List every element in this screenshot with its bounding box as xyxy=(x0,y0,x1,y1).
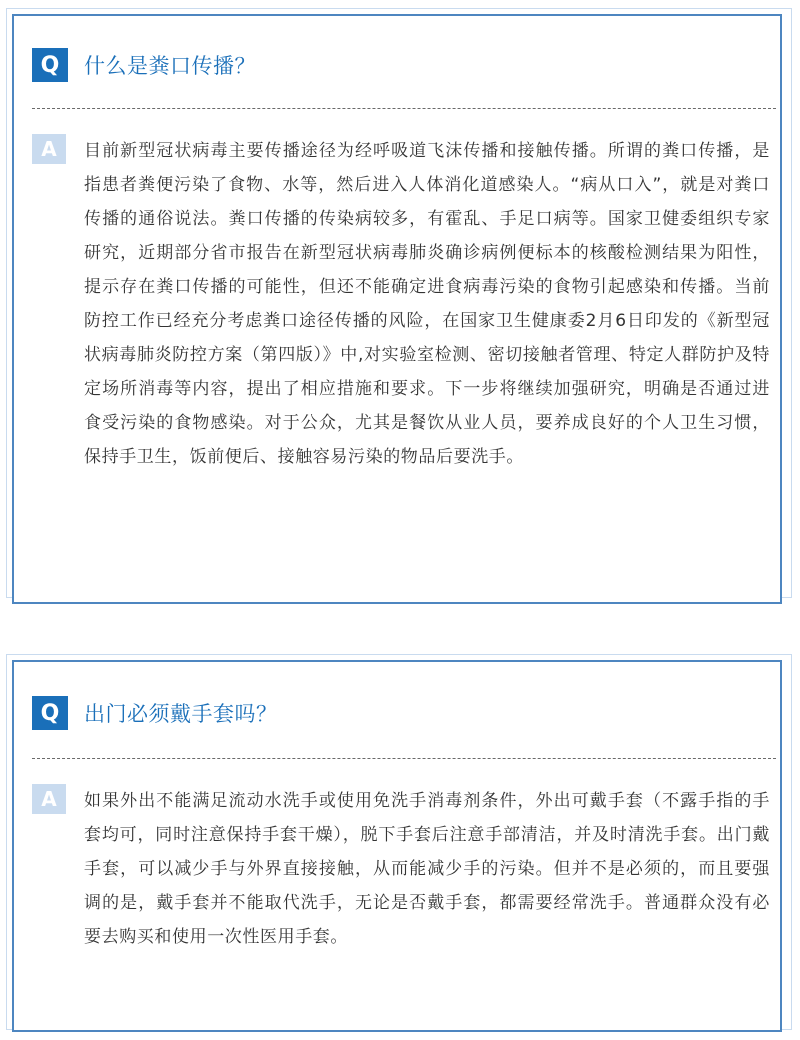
answer-text: 目前新型冠状病毒主要传播途径为经呼吸道飞沫传播和接触传播。所谓的粪口传播，是指患者粪便污染了食物、水等，然后进入人体消化道感染人。“病从口入”，就是对粪口传播的通俗说法。粪口传播的传染病较多，有霍乱、手足口病等。国家卫健委组织专家研究，近期部分省市报告在新型冠状病毒肺炎确诊病例便标本的核酸检测结果为阳性，提示存在粪口传播的可能性，但还不能确定进食病毒污染的食物引起感染和传播。当前防控工作已经充分考虑粪口途径传播的风险，在国家卫生健康委2月6日印发的《新型冠状病毒肺炎防控方案（第四版）》中,对实验室检测、密切接触者管理、特定人群防护及特定场所消毒等内容，提出了相应措施和要求。下一步将继续加强研究，明确是否通过进食受污染的食物感染。对于公众，尤其是餐饮从业人员，要养成良好的个人卫生习惯，保持手卫生，饭前便后、接触容易污染的物品后要洗手。 xyxy=(84,141,770,467)
dashed-divider xyxy=(32,108,776,109)
qa-card-1 xyxy=(12,14,782,604)
question-badge: Q xyxy=(32,48,68,82)
question-text: 什么是粪口传播？ xyxy=(84,54,256,78)
question-badge: Q xyxy=(32,696,68,730)
answer-text: 如果外出不能满足流动水洗手或使用免洗手消毒剂条件，外出可戴手套（不露手指的手套均可，同时注意保持手套干燥），脱下手套后注意手部清洁，并及时清洗手套。出门戴手套，可以减少手与外界直接接触，从而能减少手的污染。但并不是必须的，而且要强调的是，戴手套并不能取代洗手，无论是否戴手套，都需要经常洗手。普通群众没有必要去购买和使用一次性医用手套。 xyxy=(84,791,770,947)
answer-badge: A xyxy=(32,134,66,164)
question-text: 出门必须戴手套吗？ xyxy=(84,702,278,726)
answer-badge: A xyxy=(32,784,66,814)
question-row xyxy=(32,696,278,730)
question-row xyxy=(32,48,256,82)
dashed-divider xyxy=(32,758,776,759)
qa-card-2 xyxy=(12,660,782,1032)
